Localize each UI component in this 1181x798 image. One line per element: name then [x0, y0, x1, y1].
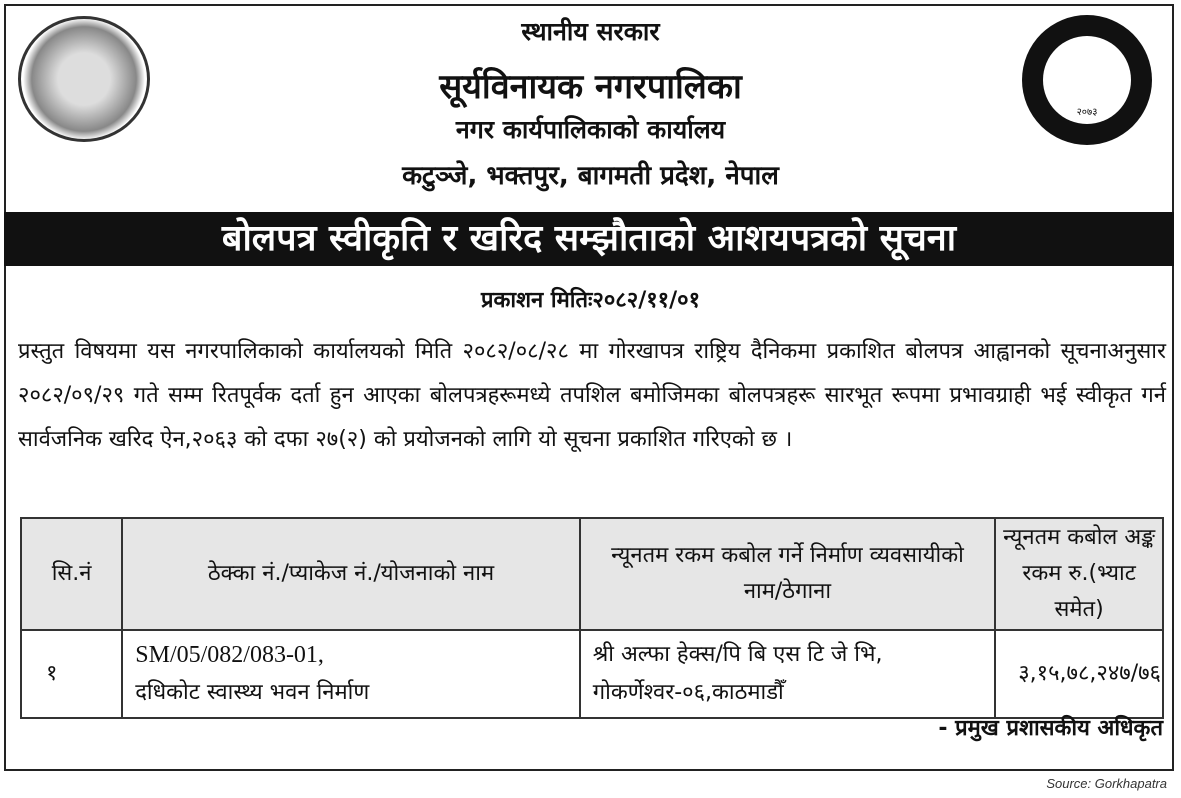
header-amount: न्यूनतम कबोल अङ्क रकम रु.(भ्याट समेत)	[995, 518, 1163, 630]
contract-number: SM/05/082/083-01,	[135, 642, 324, 668]
cell-amount: ३,१५,७८,२४७/७६	[995, 630, 1163, 718]
logo-year: २०७३	[1043, 36, 1131, 124]
office-name: नगर कार्यपालिकाको कार्यालय	[455, 115, 726, 144]
signatory: - प्रमुख प्रशासकीय अधिकृत	[938, 716, 1163, 741]
cell-bidder	[580, 630, 995, 718]
project-name: दधिकोट स्वास्थ्य भवन निर्माण	[135, 680, 370, 705]
header-bidder: न्यूनतम रकम कबोल गर्ने निर्माण व्यवसायीको नाम/ठेगाना	[580, 518, 995, 630]
office-address: कटुञ्जे, भक्तपुर, बागमती प्रदेश, नेपाल	[402, 161, 779, 191]
header-line-1: स्थानीय सरकार	[521, 17, 660, 46]
source-credit: Source: Gorkhapatra	[1046, 776, 1167, 791]
notice-body: प्रस्तुत विषयमा यस नगरपालिकाको कार्यालयको मिति २०८२/०८/२८ मा गोरखापत्र राष्ट्रिय दैनिकमा प्रकाशित बोलपत्र आह्वानको सूचनाअनुसार २०८२/०९/२९ गते सम्म रितपूर्वक दर्ता हुन आएका बोलपत्रहरूमध्ये तपशिल बमोजिमका बोलपत्रहरू सारभूत रूपमा प्रभावग्राही भई स्वीकृत गर्न सार्वजनिक खरिद ऐन,२०६३ को दफा २७(२) को प्रयोजनको लागि यो सूचना प्रकाशित गरिएको छ ।	[18, 339, 1166, 452]
table-header-row	[21, 518, 1163, 630]
bidder-name: श्री अल्फा हेक्स/पि बि एस टि जे भि,	[592, 642, 883, 667]
municipality-name: सूर्यविनायक नगरपालिका	[439, 67, 742, 107]
notice-title: बोलपत्र स्वीकृति र खरिद सम्झौताको आशयपत्रको सूचना	[4, 212, 1174, 266]
header-contract: ठेक्का नं./प्याकेज नं./योजनाको नाम	[122, 518, 579, 630]
bidder-address: गोकर्णेश्वर-०६,काठमाडौँ	[592, 680, 784, 705]
publish-date: प्रकाशन मितिः२०८२/११/०१	[480, 288, 701, 313]
award-table	[20, 517, 1164, 719]
cell-contract	[122, 630, 579, 718]
cell-sn: १	[21, 630, 122, 718]
table-row	[21, 630, 1163, 718]
header-sn: सि.नं	[21, 518, 122, 630]
